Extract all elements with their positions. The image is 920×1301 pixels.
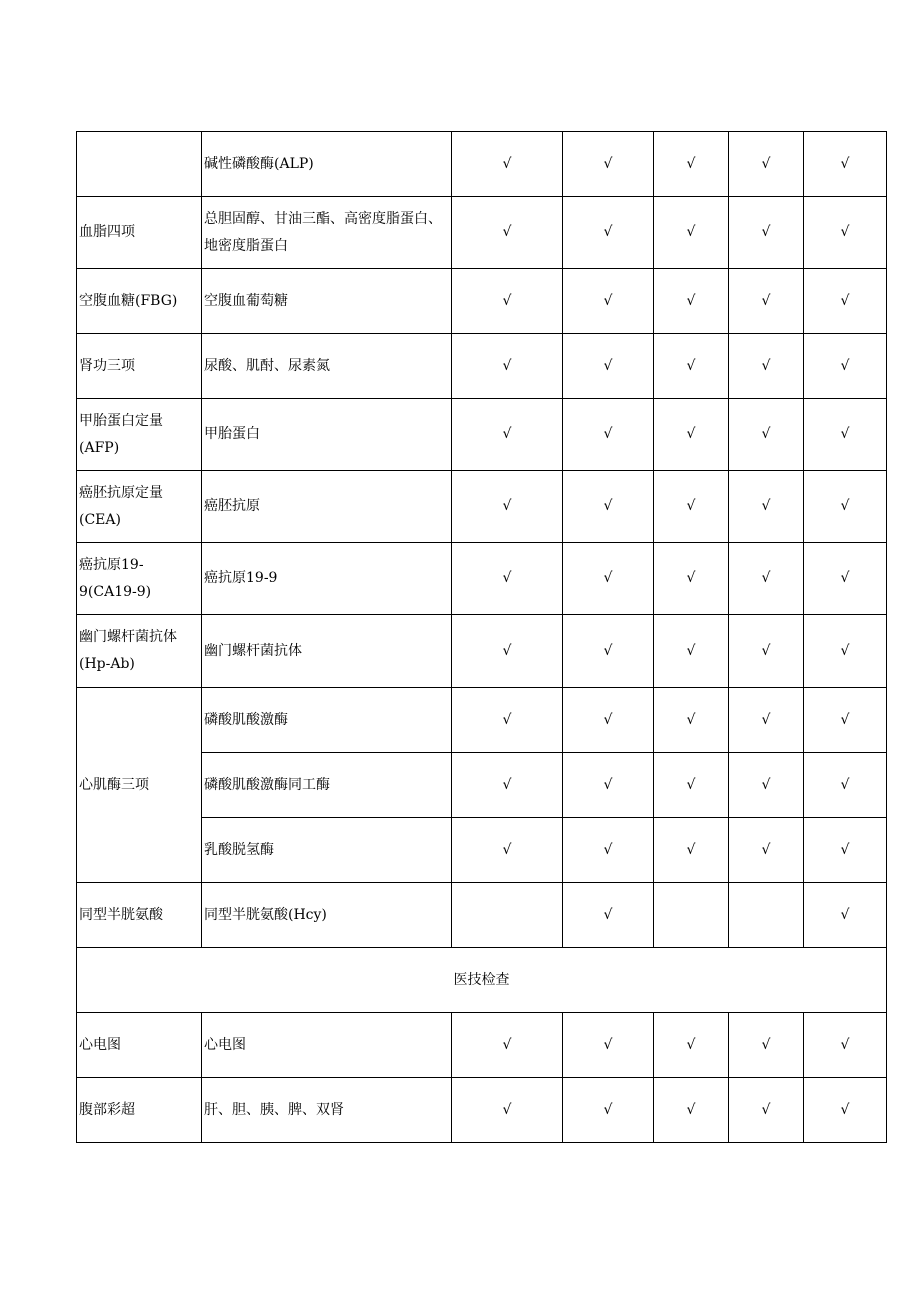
- check-mark: √: [654, 132, 729, 197]
- check-mark: [452, 883, 563, 948]
- item-cell: 碱性磷酸酶(ALP): [202, 132, 452, 197]
- check-mark: √: [452, 688, 563, 753]
- check-mark: √: [729, 132, 804, 197]
- check-mark: √: [729, 197, 804, 269]
- check-mark: √: [563, 883, 654, 948]
- table-row: [77, 334, 887, 399]
- check-mark: √: [654, 269, 729, 334]
- check-mark: √: [563, 615, 654, 688]
- table-row: [77, 688, 887, 753]
- check-mark: √: [452, 818, 563, 883]
- check-mark: √: [563, 471, 654, 543]
- check-mark: √: [729, 471, 804, 543]
- check-mark: √: [563, 753, 654, 818]
- check-mark: √: [654, 1013, 729, 1078]
- check-mark: √: [729, 543, 804, 615]
- check-mark: √: [804, 818, 887, 883]
- check-mark: √: [804, 688, 887, 753]
- check-mark: √: [563, 197, 654, 269]
- check-mark: √: [804, 399, 887, 471]
- check-mark: √: [654, 543, 729, 615]
- check-mark: √: [804, 132, 887, 197]
- check-mark: √: [804, 197, 887, 269]
- category-cell: 甲胎蛋白定量(AFP): [77, 399, 202, 471]
- check-mark: √: [452, 615, 563, 688]
- check-mark: √: [729, 399, 804, 471]
- check-mark: √: [452, 399, 563, 471]
- check-mark: √: [563, 399, 654, 471]
- check-mark: √: [804, 471, 887, 543]
- check-mark: √: [563, 543, 654, 615]
- item-cell: 癌抗原19-9: [202, 543, 452, 615]
- category-cell: 癌抗原19-9(CA19-9): [77, 543, 202, 615]
- check-mark: √: [452, 197, 563, 269]
- check-mark: √: [563, 818, 654, 883]
- check-mark: √: [563, 334, 654, 399]
- table-row: [77, 883, 887, 948]
- item-cell: 磷酸肌酸激酶: [202, 688, 452, 753]
- table-row: [77, 1013, 887, 1078]
- check-mark: √: [563, 132, 654, 197]
- category-cell: 癌胚抗原定量(CEA): [77, 471, 202, 543]
- item-cell: 肝、胆、胰、脾、双肾: [202, 1078, 452, 1143]
- check-mark: √: [654, 334, 729, 399]
- check-mark: √: [804, 1078, 887, 1143]
- category-cell: [77, 132, 202, 197]
- check-mark: √: [729, 1078, 804, 1143]
- check-mark: √: [729, 753, 804, 818]
- check-mark: √: [563, 688, 654, 753]
- check-mark: √: [654, 818, 729, 883]
- item-cell: 空腹血葡萄糖: [202, 269, 452, 334]
- table-row: [77, 132, 887, 197]
- category-cell: 肾功三项: [77, 334, 202, 399]
- category-cell: 血脂四项: [77, 197, 202, 269]
- category-cell: 心肌酶三项: [77, 688, 202, 883]
- item-cell: 磷酸肌酸激酶同工酶: [202, 753, 452, 818]
- category-cell: 幽门螺杆菌抗体(Hp-Ab): [77, 615, 202, 688]
- section-title: 医技检查: [77, 948, 887, 1013]
- check-mark: √: [804, 883, 887, 948]
- item-cell: 幽门螺杆菌抗体: [202, 615, 452, 688]
- check-mark: √: [804, 753, 887, 818]
- exam-items-table: [76, 131, 887, 1143]
- check-mark: √: [654, 753, 729, 818]
- check-mark: √: [654, 399, 729, 471]
- item-cell: 乳酸脱氢酶: [202, 818, 452, 883]
- check-mark: [729, 883, 804, 948]
- table-row: [77, 471, 887, 543]
- check-mark: [654, 883, 729, 948]
- table-row: [77, 269, 887, 334]
- item-cell: 尿酸、肌酎、尿素氮: [202, 334, 452, 399]
- check-mark: √: [452, 269, 563, 334]
- check-mark: √: [452, 132, 563, 197]
- check-mark: √: [729, 818, 804, 883]
- table-row: [77, 615, 887, 688]
- check-mark: √: [452, 1013, 563, 1078]
- check-mark: √: [729, 269, 804, 334]
- item-cell: 甲胎蛋白: [202, 399, 452, 471]
- category-cell: 同型半胱氨酸: [77, 883, 202, 948]
- check-mark: √: [804, 334, 887, 399]
- item-cell: 总胆固醇、甘油三酯、高密度脂蛋白、地密度脂蛋白: [202, 197, 452, 269]
- check-mark: √: [729, 615, 804, 688]
- check-mark: √: [563, 1013, 654, 1078]
- check-mark: √: [452, 471, 563, 543]
- table-row: [77, 399, 887, 471]
- table-row: [77, 197, 887, 269]
- item-cell: 同型半胱氨酸(Hcy): [202, 883, 452, 948]
- check-mark: √: [729, 334, 804, 399]
- check-mark: √: [654, 471, 729, 543]
- table-row: [77, 543, 887, 615]
- category-cell: 心电图: [77, 1013, 202, 1078]
- check-mark: √: [804, 615, 887, 688]
- check-mark: √: [452, 753, 563, 818]
- check-mark: √: [452, 1078, 563, 1143]
- category-cell: 空腹血糖(FBG): [77, 269, 202, 334]
- check-mark: √: [654, 197, 729, 269]
- check-mark: √: [654, 1078, 729, 1143]
- check-mark: √: [804, 543, 887, 615]
- check-mark: √: [804, 1013, 887, 1078]
- category-cell: 腹部彩超: [77, 1078, 202, 1143]
- section-row: [77, 948, 887, 1013]
- check-mark: √: [804, 269, 887, 334]
- check-mark: √: [654, 688, 729, 753]
- check-mark: √: [452, 543, 563, 615]
- check-mark: √: [729, 1013, 804, 1078]
- item-cell: 心电图: [202, 1013, 452, 1078]
- check-mark: √: [654, 615, 729, 688]
- check-mark: √: [452, 334, 563, 399]
- check-mark: √: [729, 688, 804, 753]
- check-mark: √: [563, 1078, 654, 1143]
- check-mark: √: [563, 269, 654, 334]
- item-cell: 癌胚抗原: [202, 471, 452, 543]
- table-row: [77, 1078, 887, 1143]
